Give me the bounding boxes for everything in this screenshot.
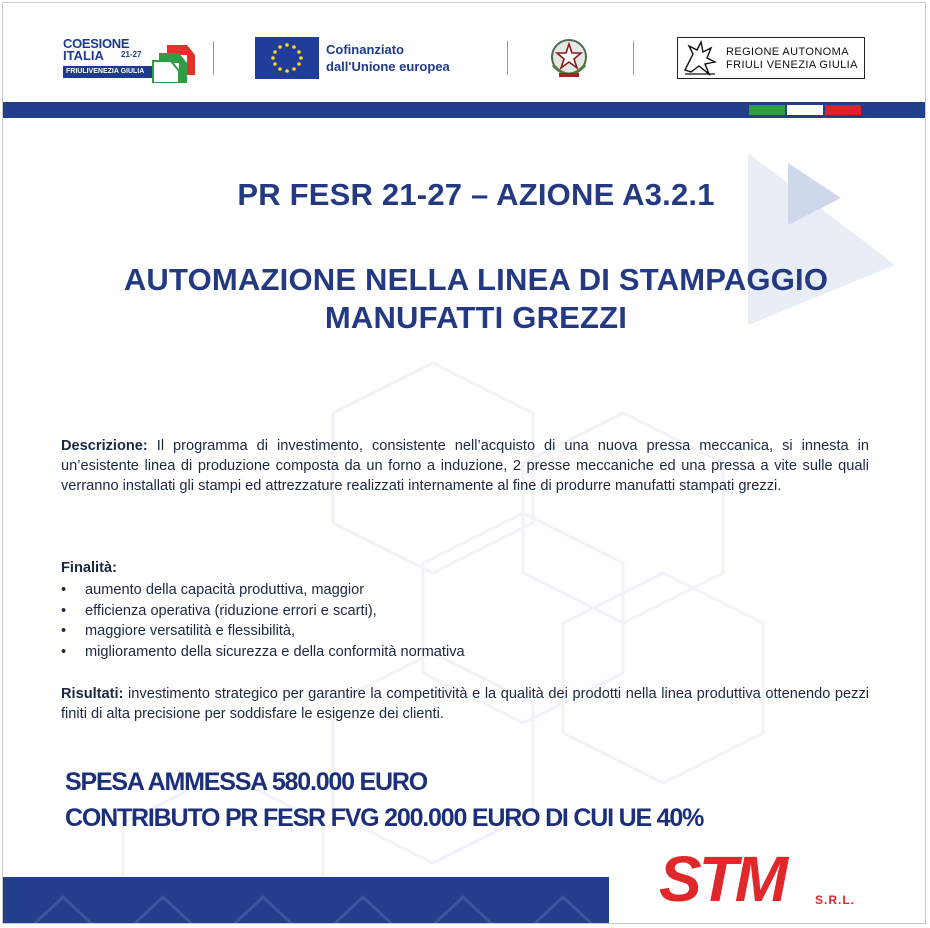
results-paragraph bbox=[61, 684, 869, 724]
poster bbox=[2, 2, 926, 924]
project-title-line2: MANUFATTI GREZZI bbox=[324, 300, 628, 335]
coesione-years: 21-27 bbox=[121, 50, 142, 59]
list-item: • efficienza operativa (riduzione errori e scarti), bbox=[61, 601, 465, 622]
logo-separator bbox=[633, 41, 634, 75]
regione-text bbox=[726, 46, 858, 72]
flag-white-stripe bbox=[787, 105, 823, 115]
flag-red-stripe bbox=[825, 105, 861, 115]
contributo: CONTRIBUTO PR FESR FVG 200.000 EURO DI CUI UE 40% bbox=[65, 804, 704, 832]
spesa-ammessa: SPESA AMMESSA 580.000 EURO bbox=[65, 768, 427, 796]
eu-text-line2: dall'Unione europea bbox=[326, 59, 450, 74]
description-paragraph bbox=[61, 436, 869, 496]
coesione-line1: COESIONE bbox=[63, 36, 130, 51]
project-title-line1: AUTOMAZIONE NELLA LINEA DI STAMPAGGIO bbox=[123, 262, 829, 297]
regione-line1: REGIONE AUTONOMA bbox=[726, 46, 849, 58]
logo-separator bbox=[213, 41, 214, 75]
list-item: • aumento della capacità produttiva, maggior bbox=[61, 580, 465, 601]
header-logos bbox=[3, 29, 926, 89]
program-title: PR FESR 21-27 – AZIONE A3.2.1 bbox=[237, 177, 715, 212]
finalita-list bbox=[61, 580, 465, 662]
flag-green-stripe bbox=[749, 105, 785, 115]
company-suffix: S.R.L. bbox=[815, 893, 856, 907]
eu-text-line1: Cofinanziato bbox=[326, 42, 404, 57]
company-logo: STM bbox=[659, 843, 786, 915]
finalita-label: Finalità: bbox=[61, 560, 117, 576]
results-text: investimento strategico per garantire la competitività e la qualità dei prodotti nella linea produttiva ottenendo pezzi finiti di alta precisione per soddisfare le esigenze dei clienti. bbox=[61, 686, 869, 722]
logo-separator bbox=[507, 41, 508, 75]
description-text: Il programma di investimento, consistente nell’acquisto di una nuova pressa meccanica, si innesta in un’esistente linea di produzione composta da un forno a induzione, 2 presse meccaniche ed una pressa a vite sulle quali verranno installati gli stampi ed attrezzature realizzati internamente al fine di produrre manufatti stampati grezzi. bbox=[61, 438, 869, 494]
regione-fvg-logo bbox=[677, 37, 865, 79]
coesione-line2: ITALIA bbox=[63, 48, 104, 63]
list-item: • miglioramento della sicurezza e della conformità normativa bbox=[61, 642, 465, 663]
fvg-eagle-icon bbox=[681, 40, 719, 76]
eu-cofinancing-text bbox=[326, 41, 450, 75]
amounts-block bbox=[65, 764, 703, 836]
coesione-logo-icon bbox=[149, 39, 195, 83]
footer-band-pattern bbox=[3, 877, 609, 924]
project-title bbox=[3, 261, 926, 337]
list-item: • maggiore versatilità e flessibilità, bbox=[61, 621, 465, 642]
footer-band bbox=[3, 877, 609, 924]
results-label: Risultati: bbox=[61, 686, 124, 702]
coesione-logo bbox=[63, 35, 195, 83]
regione-line2: FRIULI VENEZIA GIULIA bbox=[726, 59, 858, 71]
eu-flag-icon bbox=[255, 37, 319, 79]
italian-republic-emblem-icon bbox=[547, 35, 591, 81]
description-label: Descrizione: bbox=[61, 438, 148, 454]
coesione-region: FRIULIVENEZIA GIULIA bbox=[63, 66, 155, 78]
